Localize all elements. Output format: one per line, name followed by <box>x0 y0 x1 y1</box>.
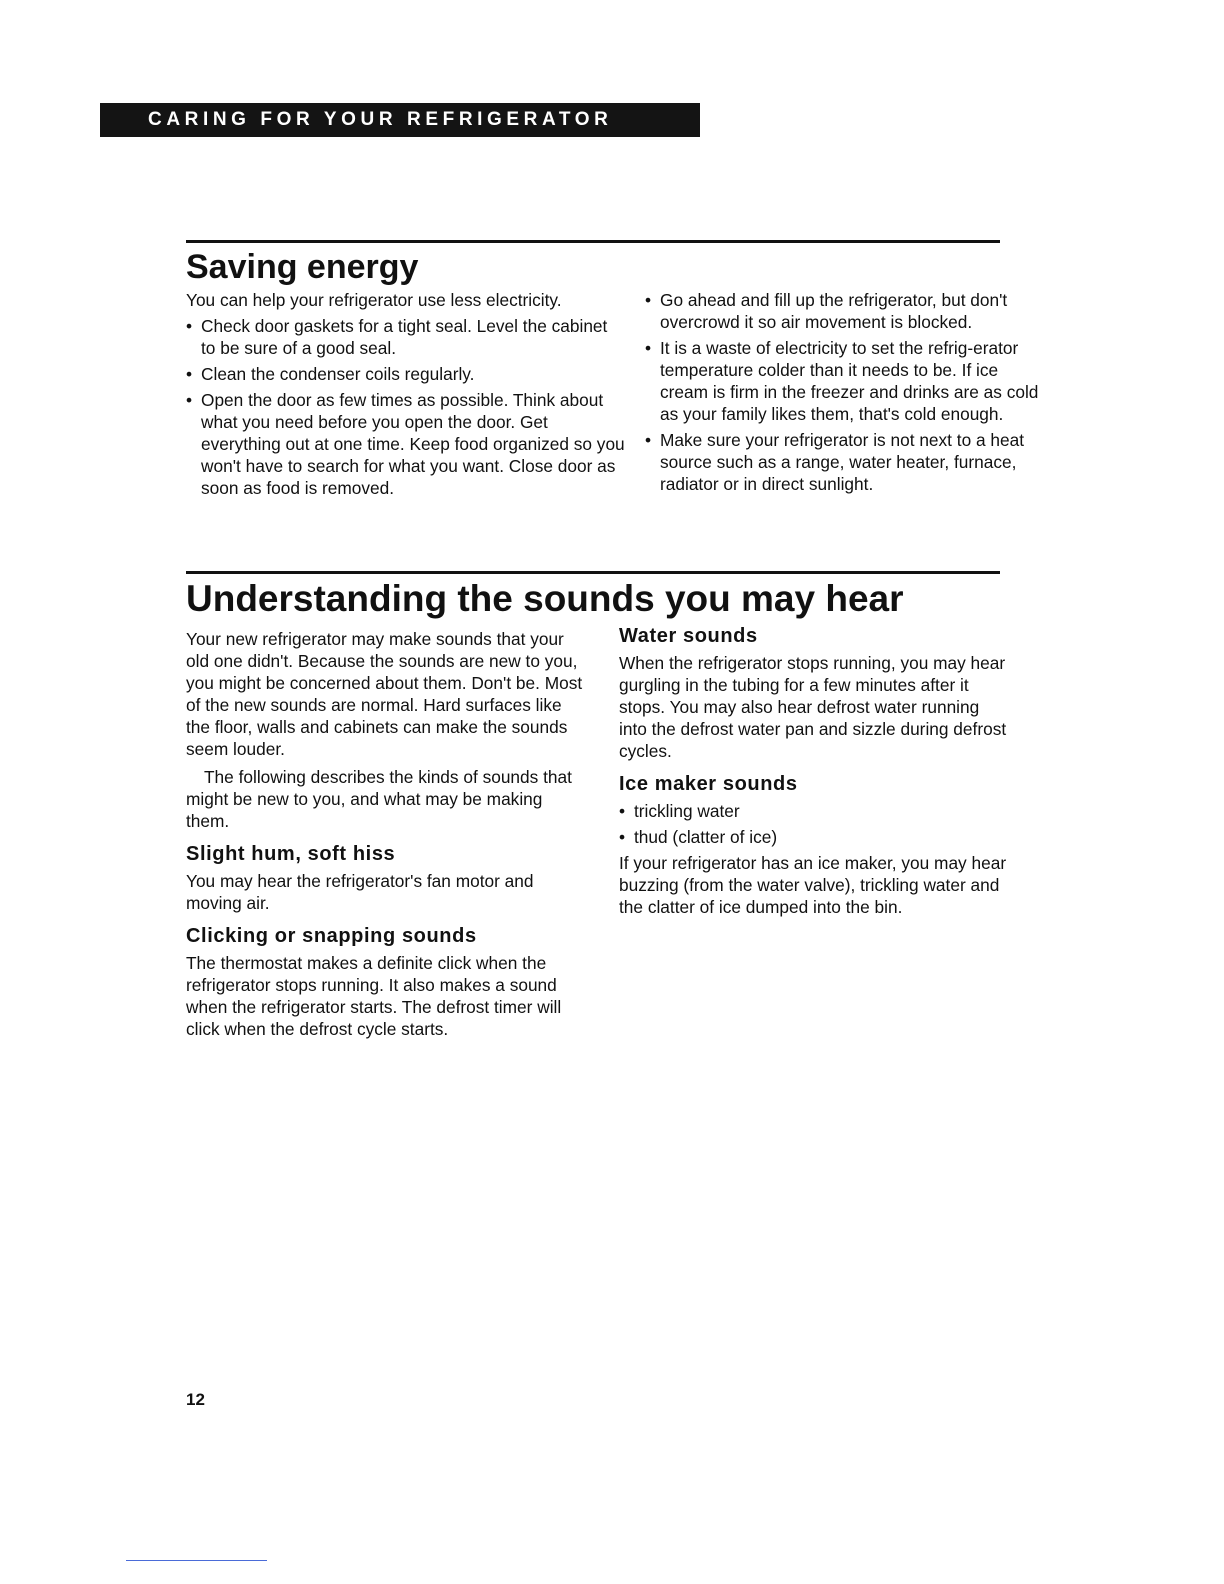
footer-divider <box>126 1560 267 1561</box>
list-item: • thud (clatter of ice) <box>619 827 778 847</box>
section-header-bar <box>100 103 700 137</box>
water-text: When the refrigerator stops running, you may hear gurgling in the tubing for a few minutes after it stops. You may also hear defrost water running into the defrost water pan and sizzle during defrost cycles. <box>619 653 1007 761</box>
list-item: • Check door gaskets for a tight seal. Level the cabinet to be sure of a good seal. <box>186 316 608 358</box>
saving-energy-left-column <box>186 289 626 503</box>
list-item: • Make sure your refrigerator is not next to a heat source such as a range, water heater, furnace, radiator or in direct sunlight. <box>645 430 1025 494</box>
saving-energy-right-list <box>645 289 1040 495</box>
clicking-heading: Clicking or snapping sounds <box>186 925 477 947</box>
hum-text: You may hear the refrigerator's fan motor and moving air. <box>186 871 534 913</box>
page-number: 12 <box>186 1390 205 1409</box>
sounds-intro-2: The following describes the kinds of sounds that might be new to you, and what may be making them. <box>186 767 572 831</box>
saving-energy-rule <box>186 240 1000 243</box>
list-item: • Go ahead and fill up the refrigerator, but don't overcrowd it so air movement is blocked. <box>645 290 1008 332</box>
ice-text: If your refrigerator has an ice maker, you may hear buzzing (from the water valve), trickling water and the clatter of ice dumped into the bin. <box>619 853 1007 917</box>
sounds-intro-1: Your new refrigerator may make sounds that your old one didn't. Because the sounds are new to you, you might be concerned about them. Don't be. Most of the new sounds are normal. Hard surfaces like the floor, walls and cabinets can make the sounds seem louder. <box>186 629 583 759</box>
water-heading: Water sounds <box>619 625 758 647</box>
saving-energy-left-list <box>186 315 626 499</box>
hum-heading: Slight hum, soft hiss <box>186 843 396 865</box>
sounds-left-column <box>186 628 588 1044</box>
sounds-title: Understanding the sounds you may hear <box>186 578 904 619</box>
ice-heading: Ice maker sounds <box>619 773 798 795</box>
saving-energy-title: Saving energy <box>186 248 419 286</box>
section-header-title: CARING FOR YOUR REFRIGERATOR <box>148 109 613 130</box>
clicking-text: The thermostat makes a definite click when the refrigerator stops running. It also makes a sound when the refrigerator starts. The defrost timer will click when the defrost cycle starts. <box>186 953 562 1039</box>
list-item: • Clean the condenser coils regularly. <box>186 364 475 384</box>
list-item: • Open the door as few times as possible. Think about what you need before you open the door. Get everything out at one time. Keep food organized so you won't have to search for what you want. Close door as soon as food is removed. <box>186 390 625 498</box>
sounds-rule <box>186 571 1000 574</box>
list-item: • trickling water <box>619 801 740 821</box>
saving-energy-intro: You can help your refrigerator use less electricity. <box>186 290 562 310</box>
saving-energy-right-column <box>645 289 1040 499</box>
ice-list <box>619 800 1009 848</box>
sounds-right-column <box>619 624 1009 922</box>
list-item: • It is a waste of electricity to set the refrig-erator temperature colder than it needs to be. If ice cream is firm in the freezer and drinks are as cold as your family likes them, that's cold enough. <box>645 338 1039 424</box>
